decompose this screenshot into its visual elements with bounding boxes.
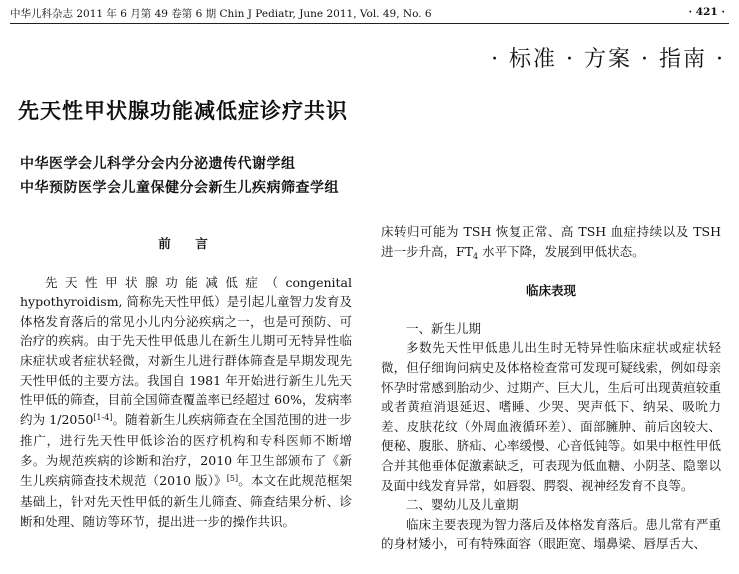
continued-paragraph: 床转归可能为 TSH 恢复正常、高 TSH 血症持续以及 TSH 进一步升高，$FT_4$ 水平下降，发展到甲低状态。 <box>381 224 721 261</box>
preface-heading: 前 言 <box>158 236 214 251</box>
author-group-1: 中华医学会儿科学分会内分泌遗传代谢学组 <box>20 156 296 172</box>
section-label: · 标准 · 方案 · 指南 · <box>491 47 725 72</box>
newborn-paragraph: 多数先天性甲低患儿出生时无特异性临床症状或症状轻微，但仔细询问病史及体格检查常可发现可疑线索，例如母亲怀孕时常感到胎动少、过期产、巨大儿，生后可出现黄疸较重或者黄疸消退延迟、嗜睡、少哭、哭声低下、纳呆、吸吮力差、皮肤花纹（外周血液循环差）、面部臃肿、前后囟较大、便秘、腹胀、脐疝、心率缓慢、心音低钝等。如果中枢性甲低合并其他垂体促激素缺乏，可表现为低血糖、小阴茎、隐睾以及面中线发育异常，如唇裂、腭裂、视神经发育不良等。 <box>381 340 721 493</box>
author-groups <box>20 152 339 200</box>
journal-info: 中华儿科杂志 2011 年 6 月第 49 卷第 6 期 Chin J Pediatr, June 2011, Vol. 49, No. 6 <box>10 8 432 20</box>
subheading-child: 二、婴幼儿及儿童期 <box>406 497 519 513</box>
article-title: 先天性甲状腺功能减低症诊疗共识 <box>18 99 348 123</box>
child-paragraph: 临床主要表现为智力落后及体格发育落后。患儿常有严重的身材矮小，可有特殊面容（眼距宽、塌鼻梁、唇厚舌大、 <box>381 516 721 552</box>
page-number: · 421 · <box>688 6 725 18</box>
preface-paragraph: 先天性甲状腺功能减低症（congenital hypothyroidism, 简称先天性甲低）是引起儿童智力发育及体格发育落后的常见小儿内分泌疾病之一，也是可预防、可治疗的疾病。由于先天性甲低患儿在新生儿期可无特异性临床症状或者症状轻微，对新生儿进行群体筛查是早期发现先天性甲低的主要方法。我国自 1981 年开始进行新生儿先天性甲低的筛查，目前全国筛查覆盖率已经超过 60%，发病率约为 1/2050[1-4]。随着新生儿疾病筛查在全国范围的进一步推广，进行先天性甲低诊治的医疗机构和专科医师不断增多。为规范疾病的诊断和治疗，2010 年卫生部颁布了《新生儿疾病筛查技术规范（2010 版）》[5]。本文在此规范框架基础上，针对先天性甲低的新生儿筛查、筛查结果分析、诊断和处理、随访等环节，提出进一步的操作共识。 <box>20 274 352 529</box>
author-group-2: 中华预防医学会儿童保健分会新生儿疾病筛查学组 <box>20 180 339 196</box>
running-header <box>10 6 729 22</box>
subscript: 4 <box>473 251 479 261</box>
citation-ref: [5] <box>226 473 239 483</box>
subheading-newborn: 一、新生儿期 <box>406 320 482 336</box>
left-column <box>20 234 352 531</box>
clinical-heading: 临床表现 <box>525 283 576 299</box>
right-column <box>381 222 721 554</box>
header-rule <box>10 23 729 24</box>
citation-ref: [1-4] <box>93 412 113 422</box>
